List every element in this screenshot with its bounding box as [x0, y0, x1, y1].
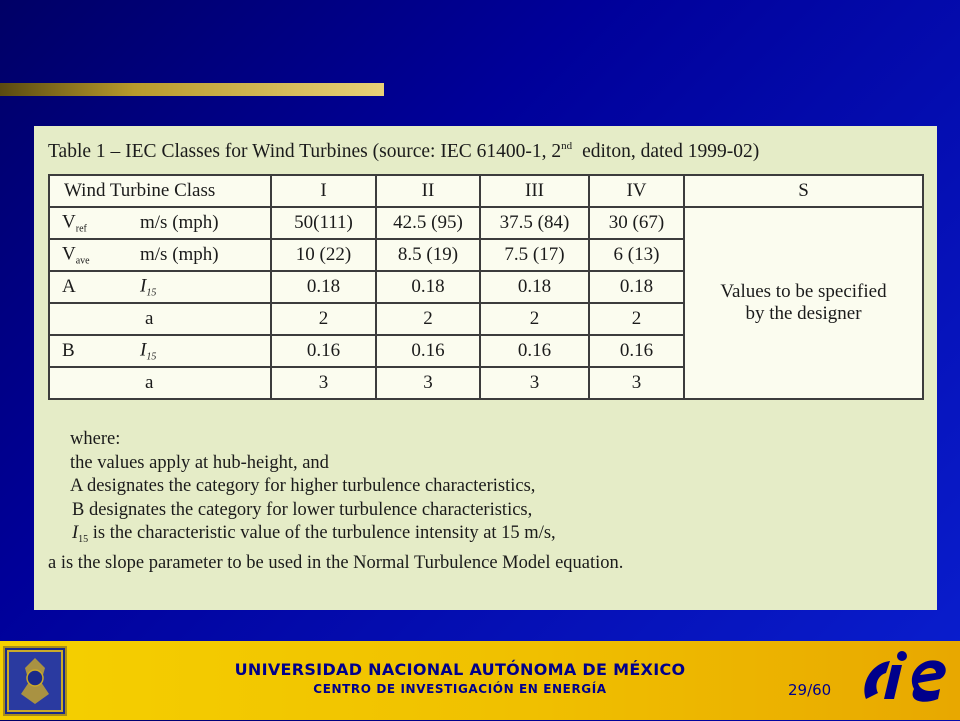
table-cell: 7.5 (17): [480, 239, 589, 271]
table-cell: 0.18: [376, 271, 480, 303]
note-line: A designates the category for higher turbulence characteristics,: [70, 476, 536, 496]
table-cell: 0.18: [589, 271, 684, 303]
table-cell: 42.5 (95): [376, 207, 480, 239]
table-cell: 50(111): [271, 207, 376, 239]
header-cell: III: [480, 175, 589, 207]
table-cell: 2: [271, 303, 376, 335]
gold-accent-bar: [0, 83, 384, 96]
note-line: B designates the category for lower turbulence characteristics,: [72, 499, 533, 520]
row-label-b-i15: B $I_{15}$: [49, 335, 271, 367]
table-notes: [48, 428, 928, 575]
header-cell: IV: [589, 175, 684, 207]
iec-classes-table: [48, 174, 924, 400]
cie-logo-icon: [856, 645, 952, 717]
table-cell: 37.5 (84): [480, 207, 589, 239]
s-class-cell: Values to be specified by the designer: [684, 207, 923, 399]
table-cell: 0.16: [480, 335, 589, 367]
table-cell: 2: [480, 303, 589, 335]
table-cell: 0.16: [589, 335, 684, 367]
header-cell: S: [684, 175, 923, 207]
table-cell: 6 (13): [589, 239, 684, 271]
row-label-b-slope: a: [49, 367, 271, 399]
table-cell: 0.18: [271, 271, 376, 303]
row-label-vref: $V_{ref}$ m/s (mph): [49, 207, 271, 239]
table-cell: 3: [589, 367, 684, 399]
table-cell: 8.5 (19): [376, 239, 480, 271]
row-label-vave: $V_{ave}$ m/s (mph): [49, 239, 271, 271]
university-name: UNIVERSIDAD NACIONAL AUTÓNOMA DE MÉXICO: [234, 660, 686, 679]
row-label-a-i15: A $I_{15}$: [49, 271, 271, 303]
table-cell: 2: [589, 303, 684, 335]
table-cell: 3: [480, 367, 589, 399]
header-cell: I: [271, 175, 376, 207]
table-cell: 3: [376, 367, 480, 399]
footer-bar: [0, 641, 960, 720]
center-name: CENTRO DE INVESTIGACIÓN EN ENERGÍA: [313, 682, 607, 696]
note-line: a is the slope parameter to be used in the Normal Turbulence Model equation.: [48, 552, 624, 573]
note-line: the values apply at hub-height, and: [70, 452, 329, 473]
table-cell: 0.16: [271, 335, 376, 367]
table-header-row: [49, 175, 923, 207]
table-cell: 3: [271, 367, 376, 399]
table-cell: 30 (67): [589, 207, 684, 239]
header-cell: Wind Turbine Class: [49, 175, 271, 207]
header-cell: II: [376, 175, 480, 207]
table-cell: 0.16: [376, 335, 480, 367]
unam-seal-icon: [3, 646, 67, 716]
table-panel: [34, 126, 937, 610]
page-number: 29/60: [788, 681, 832, 699]
table-cell: 10 (22): [271, 239, 376, 271]
note-where: where:: [70, 429, 121, 449]
table-cell: 2: [376, 303, 480, 335]
table-cell: 0.18: [480, 271, 589, 303]
table-title: Table 1 – IEC Classes for Wind Turbines (source: IEC 61400-1, 2nd editon, dated 1999-02): [48, 140, 760, 162]
note-line: $I_{15}$ is the characteristic value of the turbulence intensity at 15 m/s,: [72, 523, 556, 545]
row-label-a-slope: a: [49, 303, 271, 335]
table-row: [49, 207, 923, 239]
